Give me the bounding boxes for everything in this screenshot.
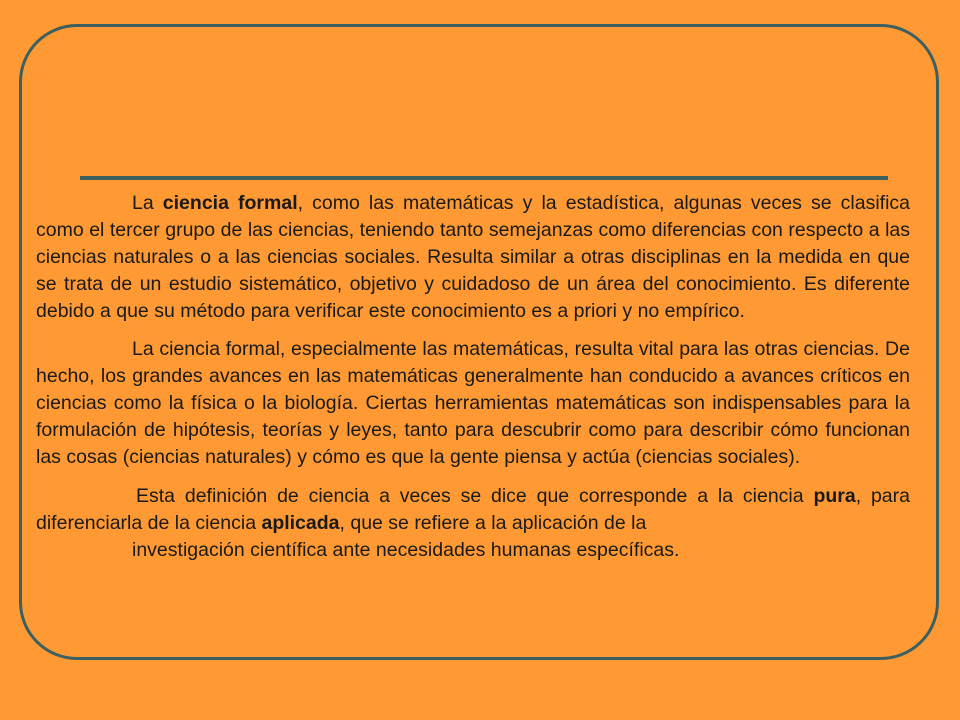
p1-bold-term: ciencia formal xyxy=(162,192,298,214)
paragraph-math-importance: La ciencia formal, especialmente las matemáticas, resulta vital para las otras ciencias. De hecho, los grandes avances en las matemáticas generalmente han conducido a avances críticos en ciencias como la física o la biología. Ciertas herramientas matemáticas son indispensables para la formulación de hipótesis, teorías y leyes, tanto para descubrir como para describir cómo funcionan las cosas (ciencias naturales) y cómo es que la gente piensa y actúa (ciencias sociales). xyxy=(36,338,910,468)
p3-part1: Esta definición de ciencia a veces se dice que corresponde a la ciencia xyxy=(136,485,814,507)
p3-part2: , para diferenciarla de la ciencia xyxy=(36,485,910,534)
horizontal-rule xyxy=(80,176,888,180)
body-text xyxy=(36,190,910,564)
paragraph-formal-science xyxy=(36,190,910,325)
p3-part3: , que se refiere a la aplicación de la xyxy=(339,512,647,534)
p1-rest: , como las matemáticas y la estadística, algunas veces se clasifica como el tercer grupo de las ciencias, teniendo tanto semejanzas como diferencias con respecto a las ciencias naturales o a las ciencias sociales. Resulta similar a otras disciplinas en la medida en que se trata de un estudio sistemático, objetivo y cuidadoso de un área del conocimiento. Es diferente debido a que su método para verificar este conocimiento es a priori y no empírico. xyxy=(36,192,910,322)
p3-bold-pura: pura xyxy=(813,485,856,507)
p1-lead: La xyxy=(132,192,163,214)
paragraph-pure-science xyxy=(36,483,910,564)
p3-last-line: investigación científica ante necesidades humanas específicas. xyxy=(132,539,680,561)
p3-bold-aplicada: aplicada xyxy=(261,512,340,534)
